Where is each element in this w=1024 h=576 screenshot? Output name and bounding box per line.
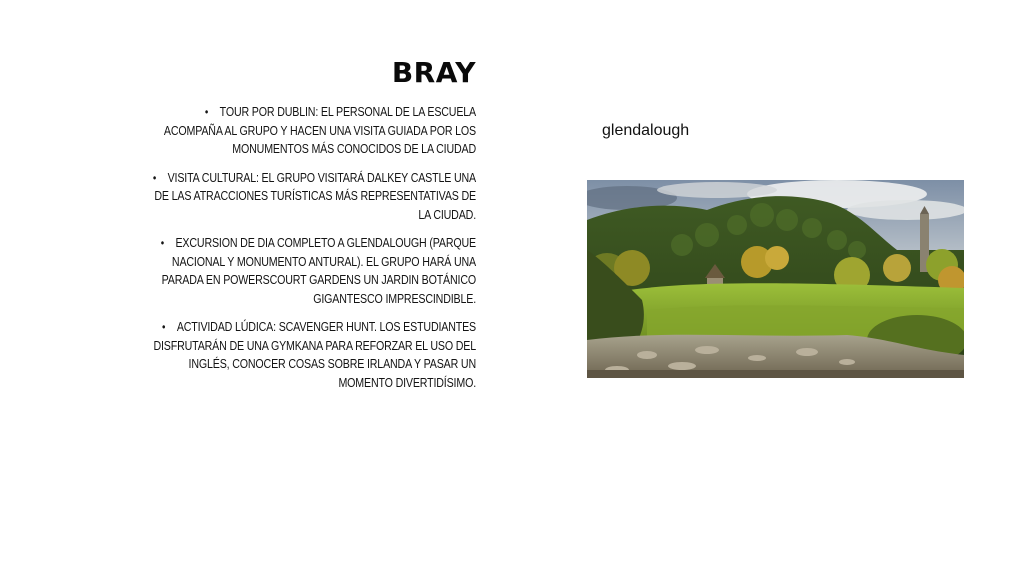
bullet-text: TOUR POR DUBLIN: EL PERSONAL DE LA ESCUELA ACOMPAÑA AL GRUPO Y HACEN UNA VISITA GUIADA POR LOS MONUMENTOS MÁS CONOCIDOS DE LA CIUDAD: [163, 104, 476, 156]
image-caption: glendalough: [602, 122, 690, 139]
bullet-icon: •: [162, 320, 166, 334]
bullet-item: [150, 103, 476, 159]
bullet-icon: •: [204, 105, 209, 119]
bullet-text: ACTIVIDAD LÚDICA: SCAVENGER HUNT. LOS ESTUDIANTES DISFRUTARÁN DE UNA GYMKANA PARA REFORZAR EL USO DEL INGLÉS, CONOCER COSAS SOBRE IRLANDA Y PASAR UN MOMENTO DIVERTIDÍSIMO.: [153, 319, 477, 390]
bullet-icon: •: [152, 170, 157, 185]
landscape-photo: [587, 180, 964, 378]
bullet-text: VISITA CULTURAL: EL GRUPO VISITARÁ DALKEY CASTLE UNA DE LAS ATRACCIONES TURÍSTICAS MÁS REPRESENTATIVAS DE LA CIUDAD.: [154, 169, 476, 222]
bullet-item: [150, 318, 476, 392]
bullet-icon: •: [160, 236, 165, 250]
bullet-item: [150, 169, 476, 225]
slide-title: BRAY: [391, 56, 476, 89]
bullet-item: [150, 234, 476, 308]
bullet-list: [78, 103, 476, 402]
bullet-text: EXCURSION DE DIA COMPLETO A GLENDALOUGH (PARQUE NACIONAL Y MONUMENTO ANTURAL). EL GRUPO HARÁ UNA PARADA EN POWERSCOURT GARDENS UN JARDIN BOTÁNICO GIGANTESCO IMPRESCINDIBLE.: [161, 235, 476, 306]
